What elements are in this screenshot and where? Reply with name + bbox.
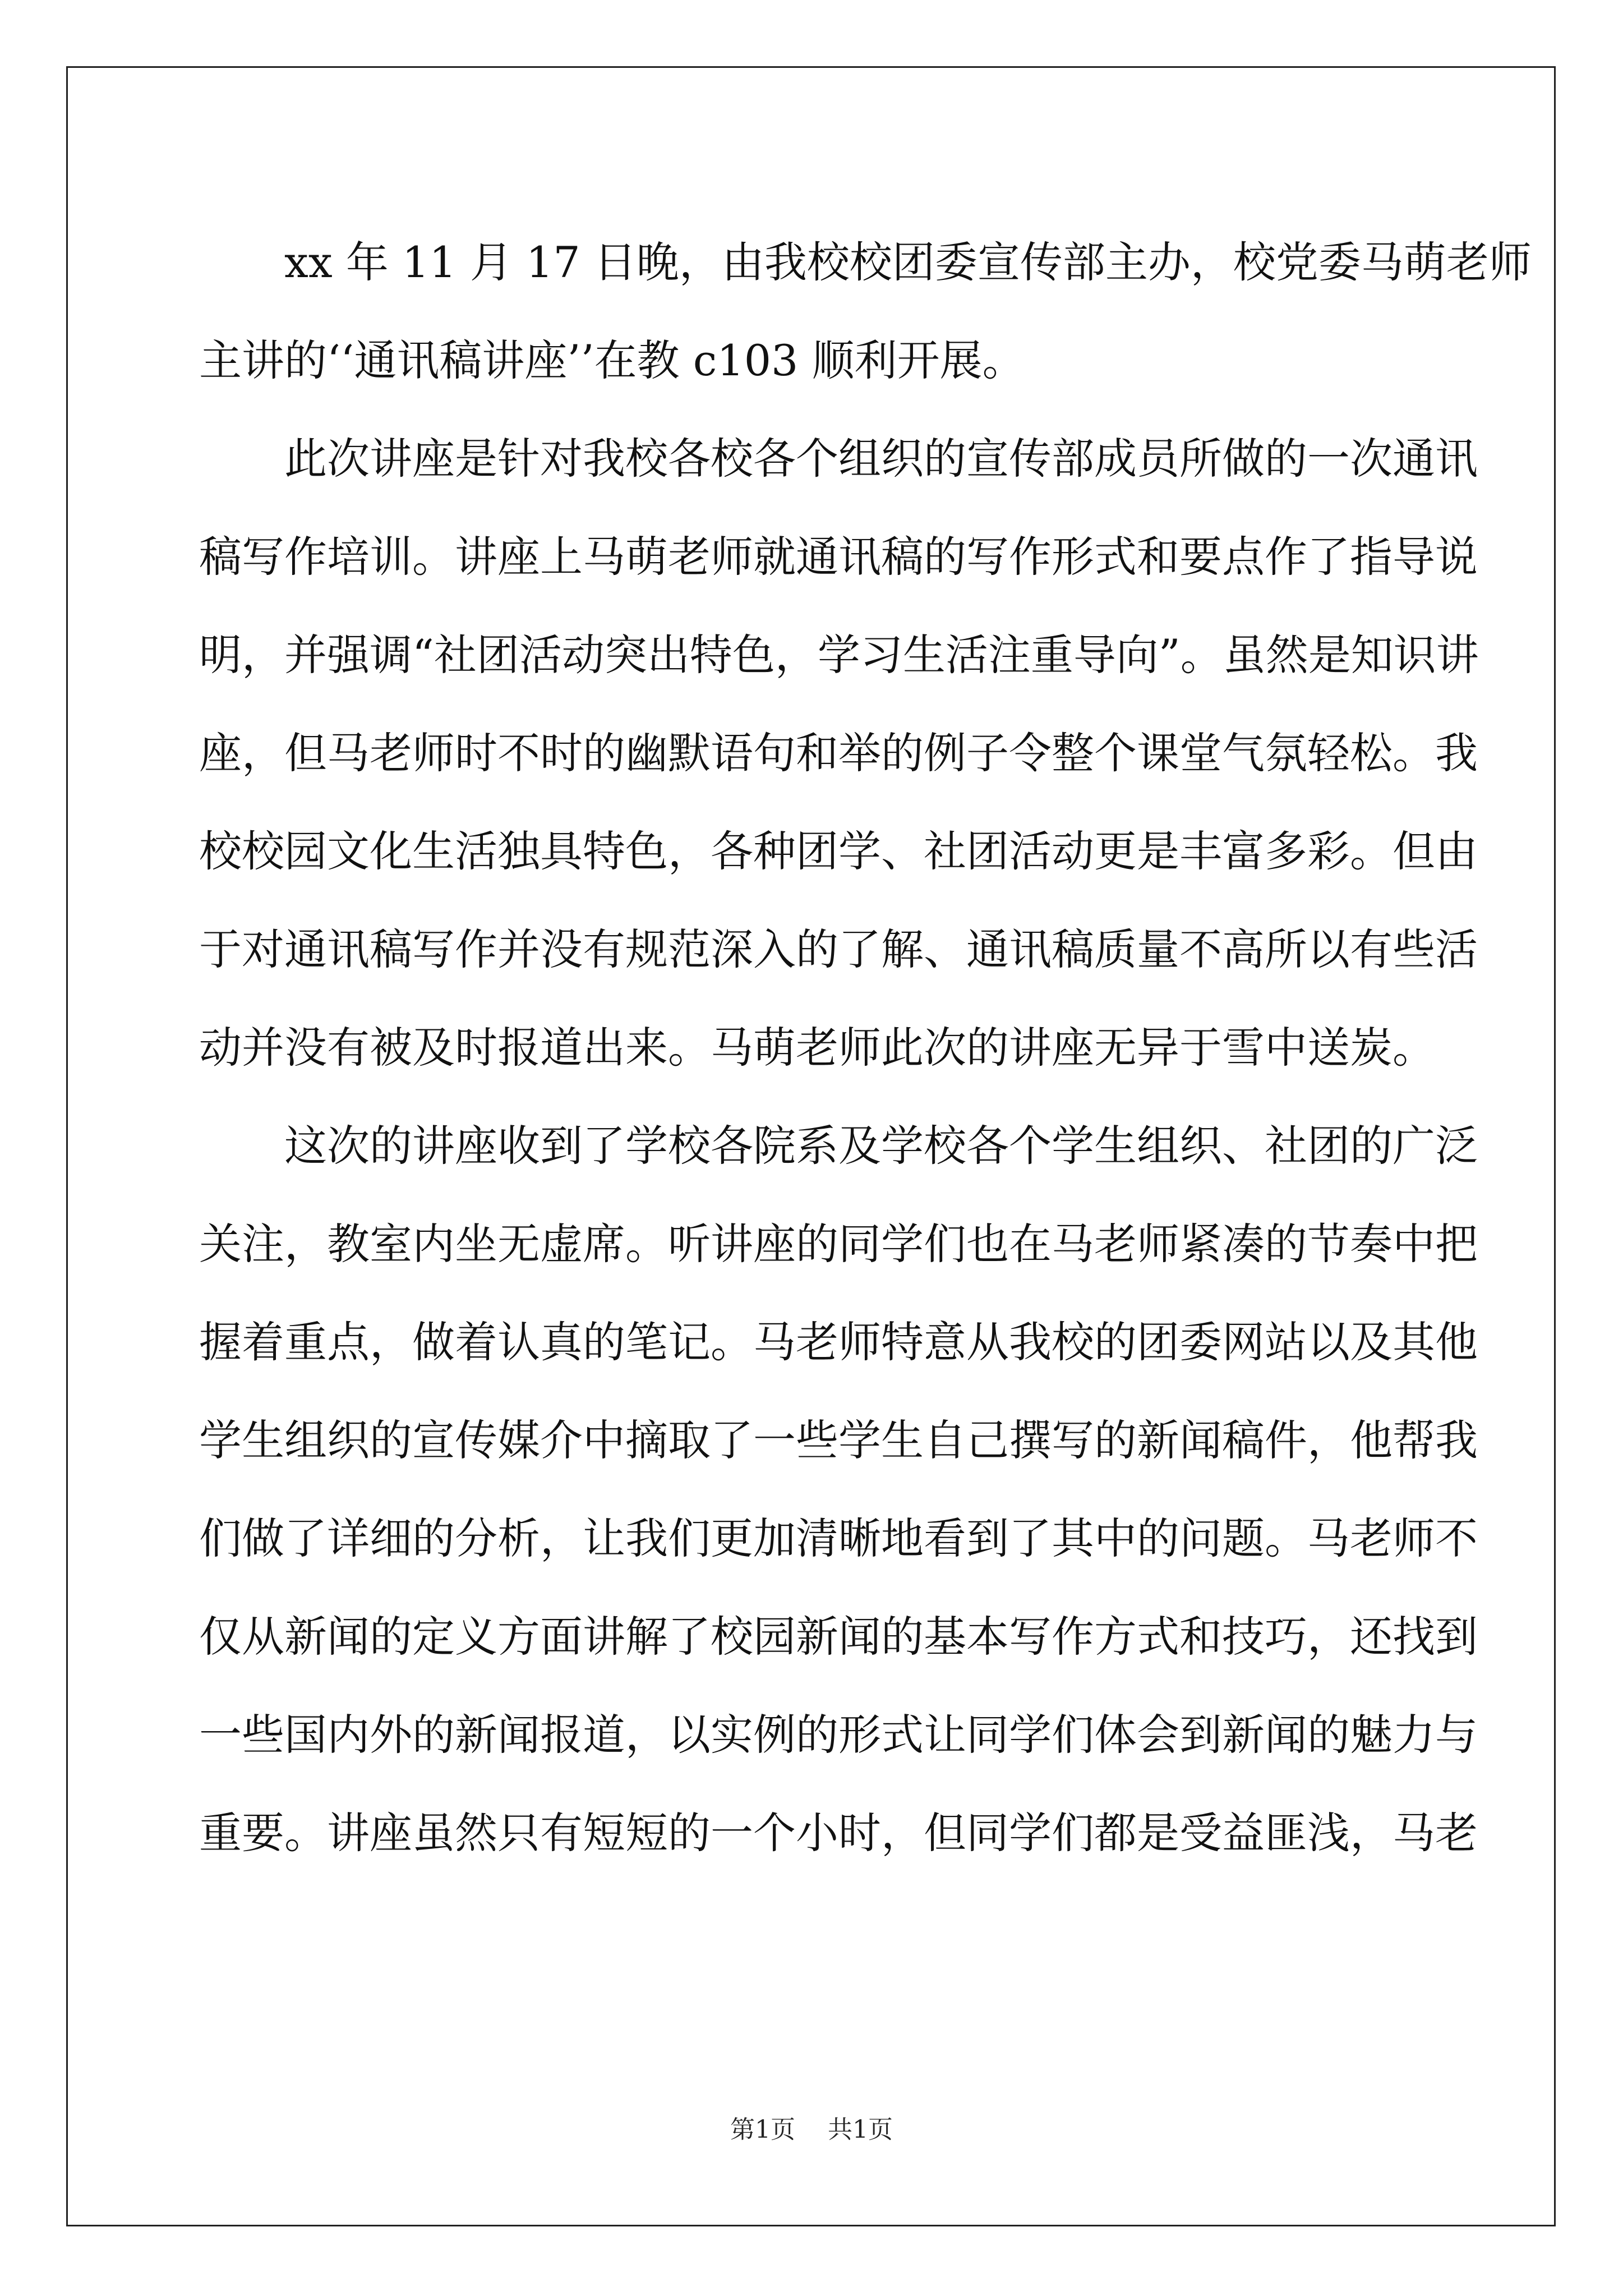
paragraph-1-line-2: 主讲的‘‘通讯稿讲座’’在教 c103 顺利开展。 xyxy=(199,335,1025,385)
paragraph-3-line-8: 重要。讲座虽然只有短短的一个小时，但同学们都是受益匪浅，马老 xyxy=(199,1808,1478,1858)
paragraph-3-line-2: 关注，教室内坐无虚席。听讲座的同学们也在马老师紧凑的节奏中把 xyxy=(199,1219,1478,1269)
paragraph-2-line-6: 于对通讯稿写作并没有规范深入的了解、通讯稿质量不高所以有些活 xyxy=(199,924,1478,974)
paragraph-3-line-3: 握着重点，做着认真的笔记。马老师特意从我校的团委网站以及其他 xyxy=(199,1317,1478,1367)
paragraph-1-line-1: xx 年 11 月 17 日晚，由我校校团委宣传部主办，校党委马萌老师 xyxy=(284,237,1532,287)
paragraph-2-line-1: 此次讲座是针对我校各校各个组织的宣传部成员所做的一次通讯 xyxy=(284,434,1478,484)
paragraph-3-line-6: 仅从新闻的定义方面讲解了校园新闻的基本写作方式和技巧，还找到 xyxy=(199,1612,1478,1662)
paragraph-3-line-5: 们做了详细的分析，让我们更加清晰地看到了其中的问题。马老师不 xyxy=(199,1513,1478,1563)
document-body xyxy=(199,213,1532,1882)
paragraph-2-line-7: 动并没有被及时报道出来。马萌老师此次的讲座无异于雪中送炭。 xyxy=(199,1023,1435,1073)
paragraph-2-line-2: 稿写作培训。讲座上马萌老师就通讯稿的写作形式和要点作了指导说 xyxy=(199,532,1478,582)
paragraph-3-line-1: 这次的讲座收到了学校各院系及学校各个学生组织、社团的广泛 xyxy=(284,1121,1478,1171)
paragraph-3-line-7: 一些国内外的新闻报道，以实例的形式让同学们体会到新闻的魅力与 xyxy=(199,1710,1478,1760)
paragraph-2-line-3: 明，并强调“社团活动突出特色，学习生活注重导向”。虽然是知识讲 xyxy=(199,630,1479,680)
page-total: 共1页 xyxy=(828,2115,893,2144)
page-number: 第1页 xyxy=(730,2115,795,2144)
paragraph-2-line-5: 校校园文化生活独具特色，各种团学、社团活动更是丰富多彩。但由 xyxy=(199,826,1478,876)
paragraph-3-line-4: 学生组织的宣传媒介中摘取了一些学生自己撰写的新闻稿件，他帮我 xyxy=(199,1415,1478,1465)
paragraph-2-line-4: 座，但马老师时不时的幽默语句和举的例子令整个课堂气氛轻松。我 xyxy=(199,728,1478,778)
page-footer xyxy=(0,2109,1623,2145)
